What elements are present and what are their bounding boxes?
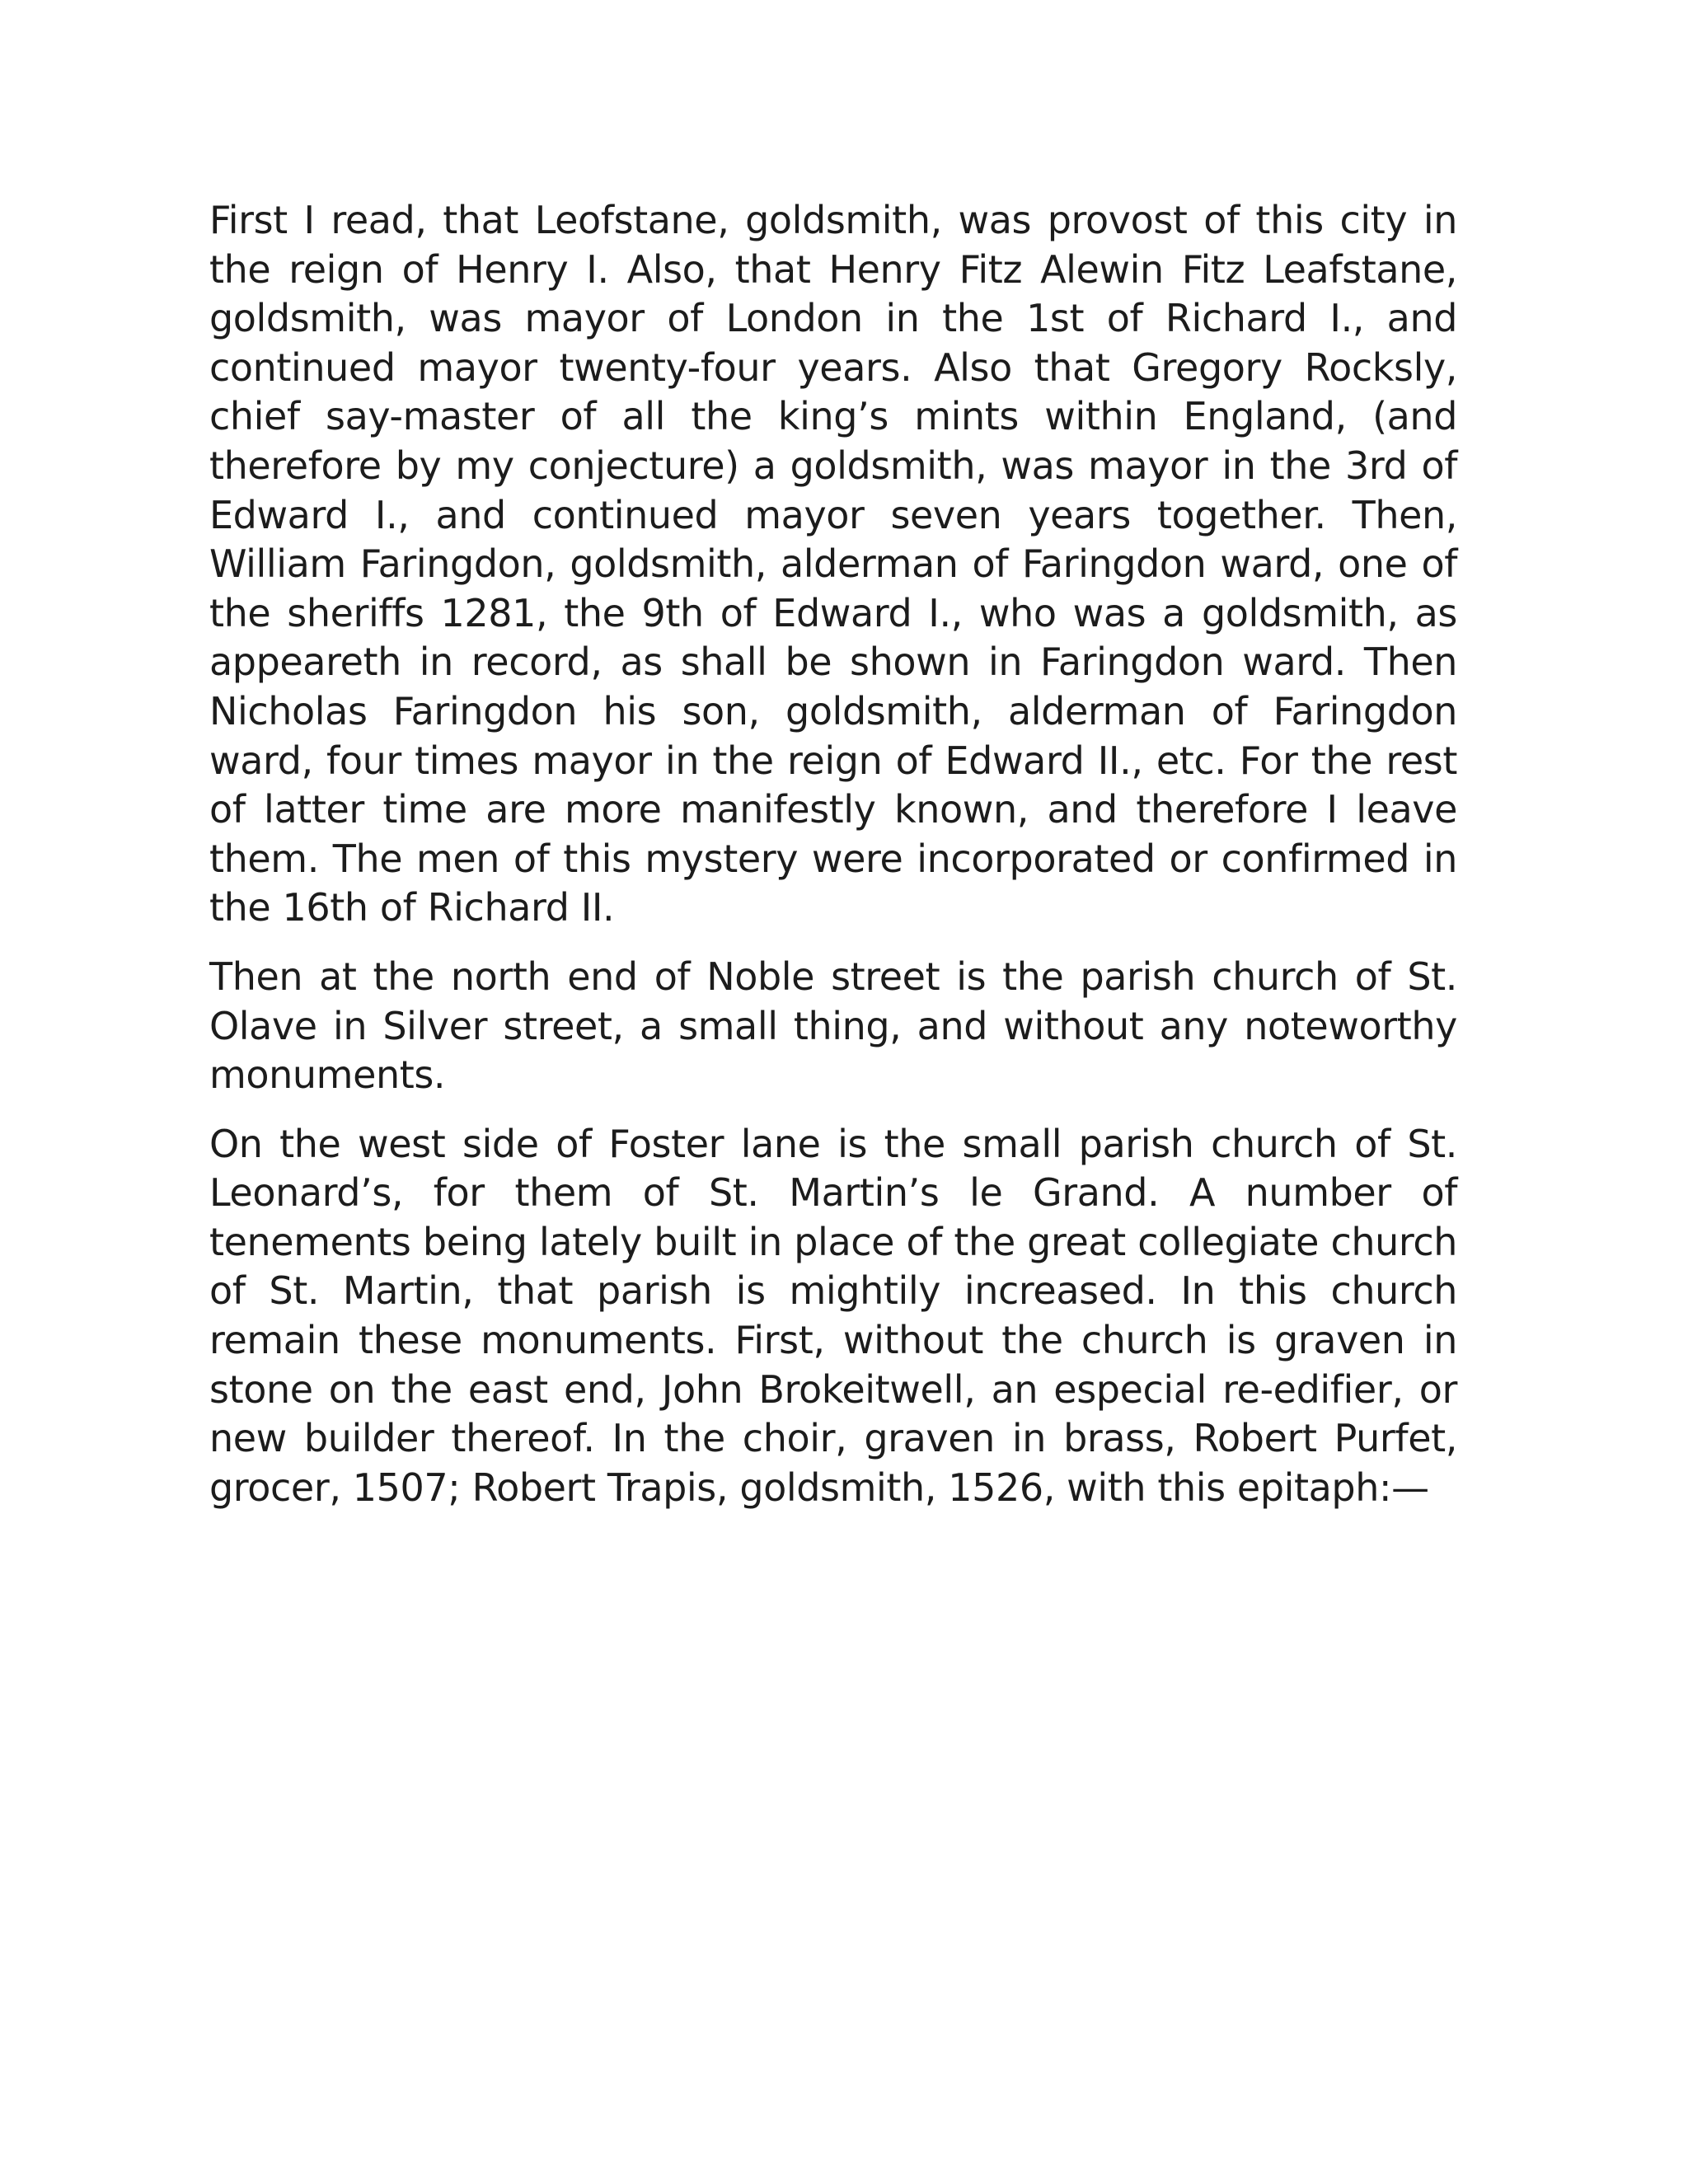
paragraph-goldsmith-mayors: First I read, that Leofstane, goldsmith, was provost of this city in the reign of Henry I. Also, that Henry Fitz Alewin Fitz Leafstane, goldsmith, was mayor of London in the 1st of Richard I., and continued mayor twenty-four years. Also that Gregory Rocksly, chief say-master of all the king’s mints within England, (and therefore by my conjecture) a goldsmith, was mayor in the 3rd of Edward I., and continued mayor seven years together. Then, William Faringdon, goldsmith, alderman of Faringdon ward, one of the sheriffs 1281, the 9th of Edward I., who was a goldsmith, as appeareth in record, as shall be shown in Faringdon ward. Then Nicholas Faringdon his son, goldsmith, alderman of Faringdon ward, four times mayor in the reign of Edward II., etc. For the rest of latter time are more manifestly known, and therefore I leave them. The men of this mystery were incorporated or confirmed in the 16th of Richard II. xyxy=(209,198,1457,930)
body-text xyxy=(209,196,1457,1532)
paragraph-st-olave: Then at the north end of Noble street is the parish church of St. Olave in Silver street, a small thing, and without any noteworthy monuments. xyxy=(209,954,1457,1098)
paragraph-st-leonards: On the west side of Foster lane is the small parish church of St. Leonard’s, for them of St. Martin’s le Grand. A number of tenements being lately built in place of the great collegiate church of St. Martin, that parish is mightily increased. In this church remain these monuments. First, without the church is graven in stone on the east end, John Brokeitwell, an especial re-edifier, or new builder thereof. In the choir, graven in brass, Robert Purfet, grocer, 1507; Robert Trapis, goldsmith, 1526, with this epitaph:— xyxy=(209,1121,1457,1510)
